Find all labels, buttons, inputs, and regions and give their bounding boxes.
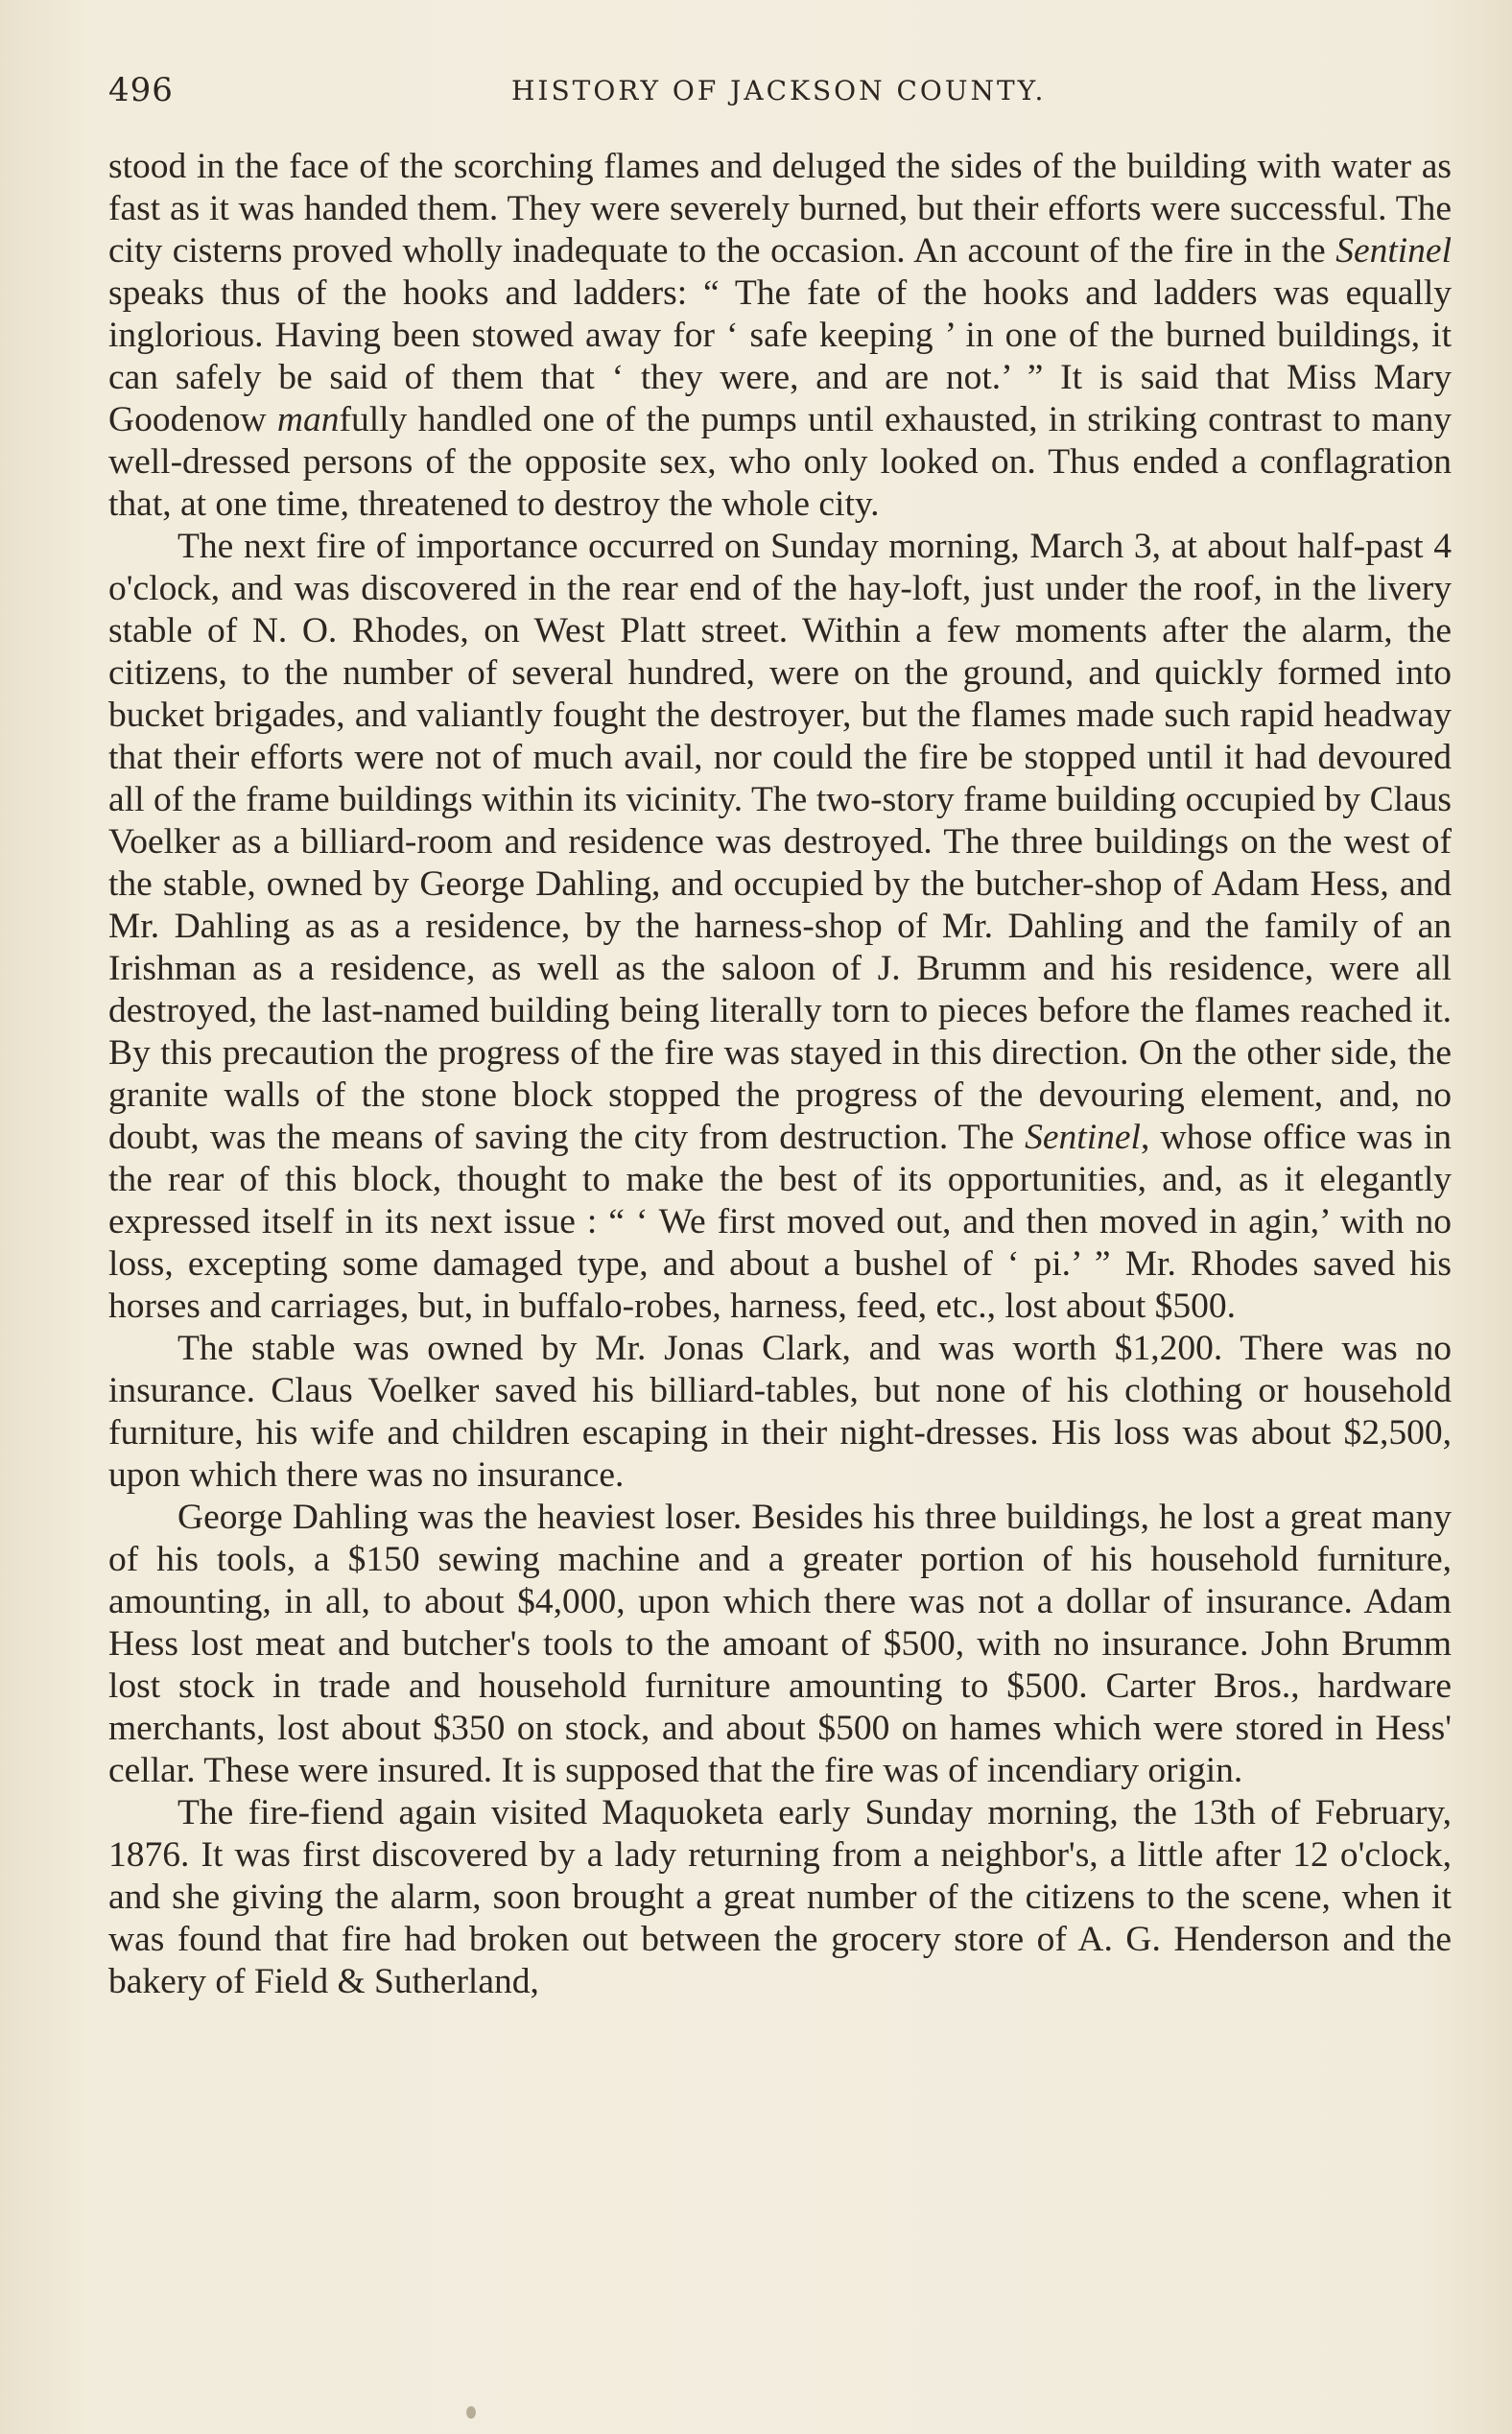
text-run: fully handled one of the pumps until exhausted, in striking contrast to many well-dressed persons of the opposite sex, who only looked on. Thus ended a conflagration that, at one time, threatened to destroy the whole city.	[108, 400, 1452, 524]
page-number: 496	[108, 71, 174, 109]
paragraph-4	[108, 1497, 1452, 1792]
paragraph-2	[108, 526, 1452, 1328]
text-run: The next fire of importance occurred on Sunday morning, March 3, at about half-past 4 o'clock, and was discovered in the rear end of the hay-loft, just under the roof, in the livery stable of N. O. Rhodes, on West Platt street. Within a few moments after the alarm, the citizens, to the number of several hundred, were on the ground, and quickly formed into bucket brigades, and valiantly fought the destroyer, but the flames made such rapid headway that their efforts were not of much avail, nor could the fire be stopped until it had devoured all of the frame buildings within its vicinity. The two-story frame building occupied by Claus Voelker as a billiard-room and residence was destroyed. The three buildings on the west of the stable, owned by George Dahling, and occupied by the butcher-shop of Adam Hess, and Mr. Dahling as as a residence, by the harness-shop of Mr. Dahling and the family of an Irishman as a residence, as well as the saloon of J. Brumm and his residence, were all destroyed, the last-named building being literally torn to pieces before the flames reached it. By this precaution the progress of the fire was stayed in this direction. On the other side, the granite walls of the stone block stopped the progress of the devouring element, and, no doubt, was the means of saving the city from destruction. The	[108, 527, 1452, 1157]
text-run: The stable was owned by Mr. Jonas Clark, and was worth $1,200. There was no insurance. Claus Voelker saved his billiard-tables, but none of his clothing or household furniture, his wife and children escaping in their night-dresses. His loss was about $2,500, upon which there was no insurance.	[108, 1329, 1452, 1495]
paragraph-3	[108, 1328, 1452, 1497]
paper-spot	[466, 2406, 476, 2419]
text-run: stood in the face of the scorching flames and deluged the sides of the building with water as fast as it was handed them. They were severely burned, but their efforts were successful. The city cisterns proved wholly inadequate to the occasion. An account of the fire in the	[108, 147, 1452, 271]
text-run: George Dahling was the heaviest loser. Besides his three buildings, he lost a great many of his tools, a $150 sewing machine and a greater portion of his household furniture, amounting, in all, to about $4,000, upon which there was not a dollar of insurance. Adam Hess lost meat and butcher's tools to the amoant of $500, with no insurance. John Brumm lost stock in trade and household furniture amounting to $500. Carter Bros., hardware merchants, lost about $350 on stock, and about $500 on hames which were stored in Hess' cellar. These were insured. It is supposed that the fire was of incendiary origin.	[108, 1498, 1452, 1790]
page-header	[108, 71, 1452, 113]
paragraph-1	[108, 146, 1452, 526]
text-run: , whose office was in the rear of this block, thought to make the best of its opportunities, and, as it elegantly expressed itself in its next issue : “ ‘ We first moved out, and then moved in agin,’ with no loss, excepting some damaged type, and about a bushel of ‘ pi.’ ” Mr. Rhodes saved his horses and carriages, but, in buffalo-robes, harness, feed, etc., lost about $500.	[108, 1118, 1453, 1326]
newspaper-title: Sentinel	[1025, 1118, 1141, 1157]
paragraph-5	[108, 1792, 1452, 2003]
body-text	[108, 146, 1452, 2003]
text-run: speaks thus of the hooks and ladders: “ The fate of the hooks and ladders was equally inglorious. Having been stowed away for ‘ safe keeping ’ in one of the burned buildings, it can safely be said of them that ‘ they were, and are not.’ ” It is said that Miss Mary Goodenow	[108, 273, 1452, 439]
running-head: HISTORY OF JACKSON COUNTY.	[511, 75, 1047, 106]
text-run: The fire-fiend again visited Maquoketa early Sunday morning, the 13th of February, 1876. It was first discovered by a lady returning from a neighbor's, a little after 12 o'clock, and she giving the alarm, soon brought a great number of the citizens to the scene, when it was found that fire had broken out between the grocery store of A. G. Henderson and the bakery of Field & Sutherland,	[108, 1793, 1452, 2001]
emphasized-word: man	[276, 400, 340, 439]
newspaper-title: Sentinel	[1335, 231, 1452, 271]
